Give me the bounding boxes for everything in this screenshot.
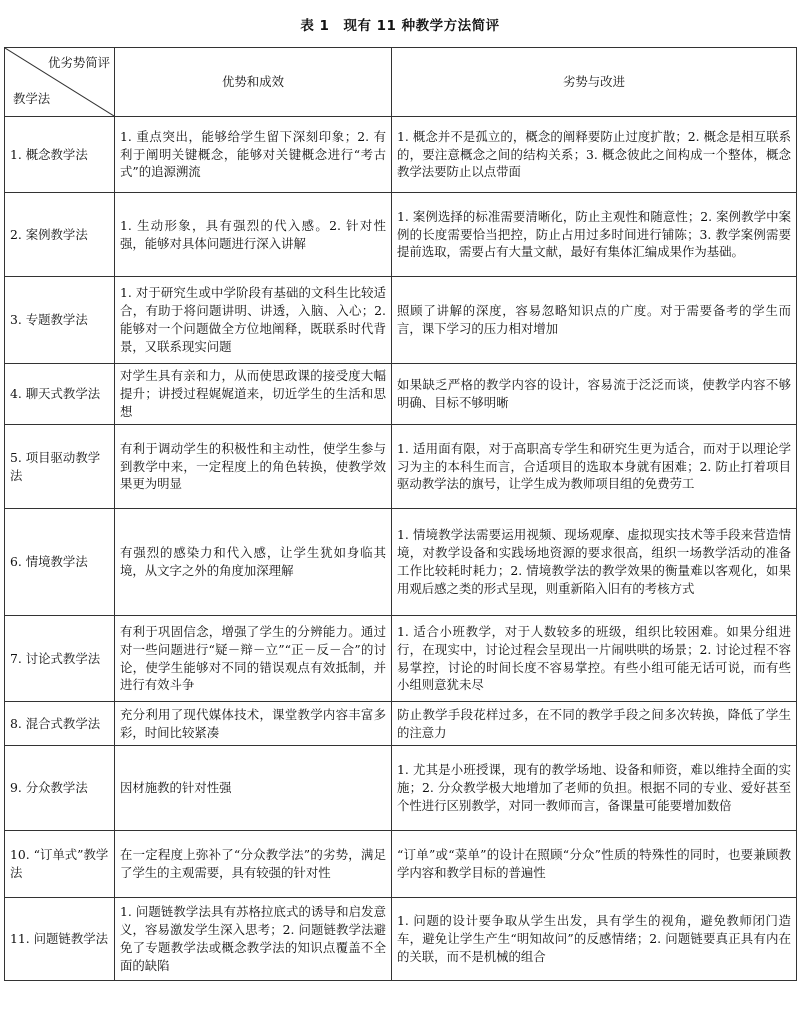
disadvantages-cell: 1. 概念并不是孤立的，概念的阐释要防止过度扩散；2. 概念是相互联系的，要注意概念之间的结构关系；3. 概念彼此之间构成一个整体，概念教学法要防止以点带面 (392, 117, 797, 193)
diagonal-corner-header (5, 48, 115, 117)
method-cell: 9. 分众教学法 (5, 746, 115, 831)
disadvantages-cell: 如果缺乏严格的教学内容的设计，容易流于泛泛而谈，使教学内容不够明确、目标不够明晰 (392, 364, 797, 425)
method-cell: 8. 混合式教学法 (5, 702, 115, 746)
column-header-disadvantages: 劣势与改进 (392, 48, 797, 117)
table-row (5, 509, 797, 616)
disadvantages-cell: 1. 案例选择的标准需要清晰化，防止主观性和随意性；2. 案例教学中案例的长度需要恰当把控，防止占用过多时间进行铺陈；3. 教学案例需要提前选取，需要占有大量文献，最好有集体汇编成果作为基础。 (392, 193, 797, 277)
method-cell: 4. 聊天式教学法 (5, 364, 115, 425)
table-row (5, 117, 797, 193)
corner-top-label: 优劣势简评 (48, 55, 110, 70)
advantages-cell: 1. 问题链教学法具有苏格拉底式的诱导和启发意义，容易激发学生深入思考；2. 问题链教学法避免了专题教学法或概念教学法的知识点覆盖不全面的缺陷 (115, 898, 392, 981)
table-caption: 表 1 现有 11 种教学方法简评 (300, 18, 500, 34)
disadvantages-cell: 1. 适用面有限，对于高职高专学生和研究生更为适合，而对于以理论学习为主的本科生而言，合适项目的选取本身就有困难；2. 防止打着项目驱动教学法的旗号，让学生成为教师项目组的免费劳工 (392, 425, 797, 509)
advantages-cell: 1. 重点突出，能够给学生留下深刻印象；2. 有利于阐明关键概念，能够对关键概念进行“考古式”的追源溯流 (115, 117, 392, 193)
disadvantages-cell: 1. 适合小班教学，对于人数较多的班级，组织比较困难。如果分组进行，在现实中，讨论过程会呈现出一片闹哄哄的场景；2. 讨论过程不容易掌控，讨论的时间长度不容易掌控。有些小组可能无话可说，而有些小组则意犹未尽 (392, 616, 797, 702)
disadvantages-cell: 防止教学手段花样过多，在不同的教学手段之间多次转换，降低了学生的注意力 (392, 702, 797, 746)
table-row (5, 425, 797, 509)
methods-table (4, 47, 797, 981)
method-cell: 2. 案例教学法 (5, 193, 115, 277)
method-cell: 3. 专题教学法 (5, 277, 115, 364)
method-cell: 6. 情境教学法 (5, 509, 115, 616)
disadvantages-cell: 照顾了讲解的深度，容易忽略知识点的广度。对于需要备考的学生而言，课下学习的压力相对增加 (392, 277, 797, 364)
advantages-cell: 有利于调动学生的积极性和主动性，使学生参与到教学中来，一定程度上的角色转换，使教学效果更为明显 (115, 425, 392, 509)
advantages-cell: 因材施教的针对性强 (115, 746, 392, 831)
disadvantages-cell: “订单”或“菜单”的设计在照顾“分众”性质的特殊性的同时，也要兼顾教学内容和教学目标的普遍性 (392, 831, 797, 898)
table-row (5, 364, 797, 425)
header-row (5, 48, 797, 117)
advantages-cell: 充分利用了现代媒体技术，课堂教学内容丰富多彩，时间比较紧凑 (115, 702, 392, 746)
disadvantages-cell: 1. 问题的设计要争取从学生出发，具有学生的视角，避免教师闭门造车，避免让学生产生“明知故问”的反感情绪；2. 问题链要真正具有内在的关联，而不是机械的组合 (392, 898, 797, 981)
table-row (5, 746, 797, 831)
method-cell: 7. 讨论式教学法 (5, 616, 115, 702)
table-row (5, 616, 797, 702)
advantages-cell: 在一定程度上弥补了“分众教学法”的劣势，满足了学生的主观需要，具有较强的针对性 (115, 831, 392, 898)
advantages-cell: 对学生具有亲和力，从而使思政课的接受度大幅提升；讲授过程娓娓道来，切近学生的生活和思想 (115, 364, 392, 425)
corner-bottom-label: 教学法 (13, 91, 51, 107)
method-cell: 1. 概念教学法 (5, 117, 115, 193)
method-cell: 10. “订单式”教学法 (5, 831, 115, 898)
table-row (5, 277, 797, 364)
table-row (5, 831, 797, 898)
table-row (5, 702, 797, 746)
method-cell: 11. 问题链教学法 (5, 898, 115, 981)
table-row (5, 898, 797, 981)
method-cell: 5. 项目驱动教学法 (5, 425, 115, 509)
advantages-cell: 1. 生动形象，具有强烈的代入感。2. 针对性强，能够对具体问题进行深入讲解 (115, 193, 392, 277)
column-header-advantages: 优势和成效 (115, 48, 392, 117)
table-row (5, 193, 797, 277)
disadvantages-cell: 1. 情境教学法需要运用视频、现场观摩、虚拟现实技术等手段来营造情境，对教学设备和实践场地资源的要求很高，组织一场教学活动的准备工作比较耗时耗力；2. 情境教学法的教学效果的衡量难以客观化，如果用观后感之类的形式呈现，则重新陷入旧有的考核方式 (392, 509, 797, 616)
advantages-cell: 1. 对于研究生或中学阶段有基础的文科生比较适合，有助于将问题讲明、讲透，入脑、入心；2. 能够对一个问题做全方位地阐释，既联系时代背景，又联系现实问题 (115, 277, 392, 364)
advantages-cell: 有利于巩固信念，增强了学生的分辨能力。通过对一些问题进行“疑－辩－立”“正－反－合”的讨论，使学生能够对不同的错误观点有效抵制，并进行有效斗争 (115, 616, 392, 702)
advantages-cell: 有强烈的感染力和代入感，让学生犹如身临其境，从文字之外的角度加深理解 (115, 509, 392, 616)
disadvantages-cell: 1. 尤其是小班授课，现有的教学场地、设备和师资，难以维持全面的实施；2. 分众教学极大地增加了老师的负担。根据不同的专业、爱好甚至个性进行区别教学，对同一教师而言，备课量可能要增加数倍 (392, 746, 797, 831)
